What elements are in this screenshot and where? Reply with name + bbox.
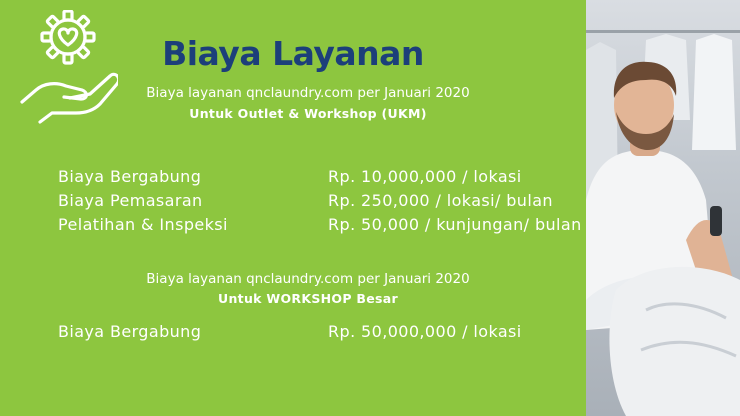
fee-value: Rp. 50,000 / kunjungan/ bulan (328, 215, 582, 234)
fee-label: Biaya Bergabung (58, 322, 202, 341)
section2-subtitle: Biaya layanan qnclaundry.com per Januari 2020 (146, 271, 470, 287)
fee-label: Biaya Pemasaran (58, 191, 203, 210)
page-title: Biaya Layanan (162, 34, 424, 73)
section2-heading: Untuk WORKSHOP Besar (218, 291, 398, 306)
fee-label: Biaya Bergabung (58, 167, 202, 186)
fee-value: Rp. 250,000 / lokasi/ bulan (328, 191, 553, 210)
fee-value: Rp. 10,000,000 / lokasi (328, 167, 522, 186)
section1-heading: Untuk Outlet & Workshop (UKM) (189, 106, 427, 121)
fee-value: Rp. 50,000,000 / lokasi (328, 322, 522, 341)
section1-subtitle: Biaya layanan qnclaundry.com per Januari 2020 (146, 85, 470, 101)
fee-label: Pelatihan & Inspeksi (58, 215, 228, 234)
laundry-worker-photo (586, 0, 740, 416)
